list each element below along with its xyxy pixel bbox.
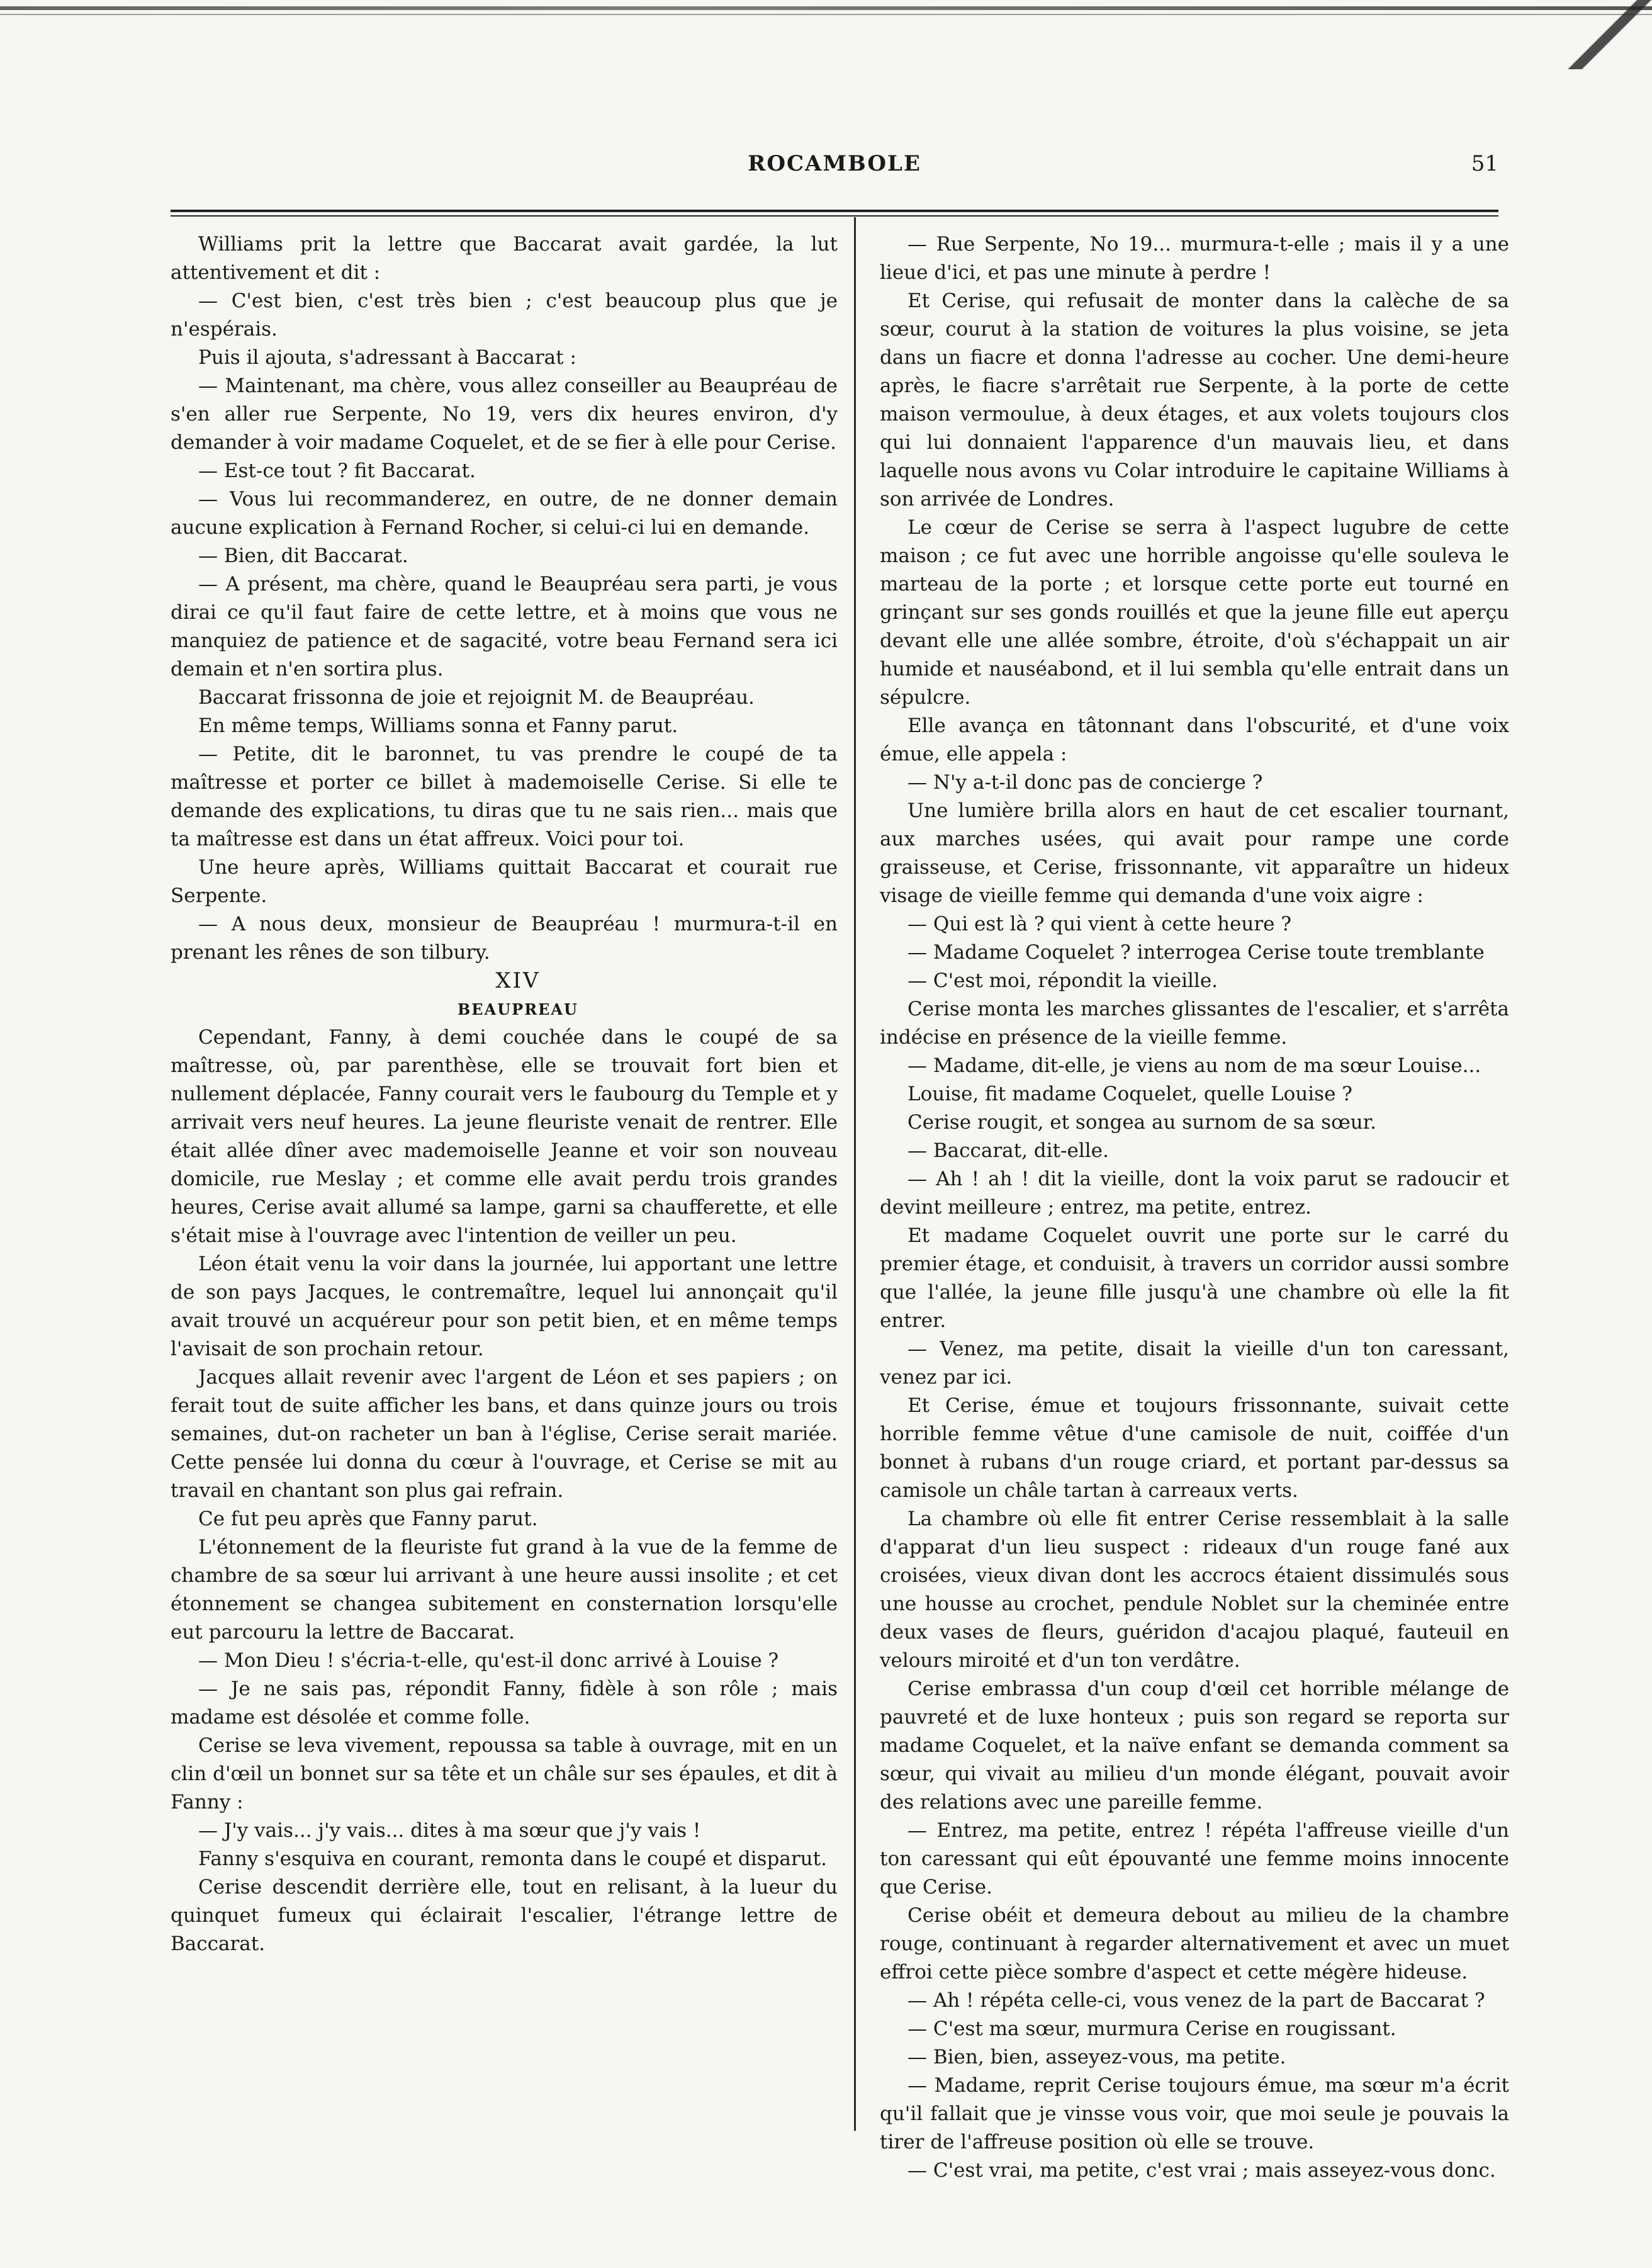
- paragraph: — C'est bien, c'est très bien ; c'est beaucoup plus que je n'espérais.: [171, 290, 838, 341]
- left-column: [171, 230, 838, 1958]
- header-rule-thick: [171, 210, 1498, 212]
- paragraph: — Bien, dit Baccarat.: [198, 544, 408, 567]
- paragraph: — A présent, ma chère, quand le Beaupréau sera parti, je vous dirai ce qu'il faut faire de cette lettre, et à moins que vous ne manquiez de patience et de sagacité, votre beau Fernand sera ici demain et n'en sortira plus.: [171, 573, 838, 680]
- paragraph: Cerise rougit, et songea au surnom de sa sœur.: [907, 1111, 1376, 1134]
- left-paragraphs-before: [171, 230, 838, 967]
- paragraph: — Madame Coquelet ? interrogea Cerise toute tremblante: [907, 941, 1485, 964]
- paragraph: Cerise embrassa d'un coup d'œil cet horrible mélange de pauvreté et de luxe honteux ; puis son regard se reporta sur madame Coquelet, et la naïve enfant se demanda comment sa sœur, qui vivait au milieu d'un monde élégant, pouvait avoir des relations avec une pareille femme.: [880, 1678, 1509, 1814]
- paragraph: — Est-ce tout ? fit Baccarat.: [198, 460, 476, 482]
- paragraph: — Bien, bien, asseyez-vous, ma petite.: [907, 2046, 1286, 2068]
- paragraph: Baccarat frissonna de joie et rejoignit M. de Beaupréau.: [198, 686, 755, 709]
- paragraph: — A nous deux, monsieur de Beaupréau ! murmura-t-il en prenant les rênes de son tilbury.: [171, 913, 838, 964]
- paragraph: Cerise obéit et demeura debout au milieu de la chambre rouge, continuant à regarder alternativement et avec un muet effroi cette pièce sombre d'aspect et cette mégère hideuse.: [880, 1904, 1509, 1983]
- left-paragraphs-after: [171, 1024, 838, 1958]
- column-divider: [854, 217, 856, 2131]
- paragraph: L'étonnement de la fleuriste fut grand à la vue de la femme de chambre de sa sœur lui arrivant à une heure aussi insolite ; et cet étonnement se changea subitement en consternation lorsqu'elle eut parcouru la lettre de Baccarat.: [171, 1536, 838, 1644]
- paragraph: — Qui est là ? qui vient à cette heure ?: [907, 913, 1291, 935]
- paragraph: — C'est vrai, ma petite, c'est vrai ; mais asseyez-vous donc.: [907, 2159, 1496, 2182]
- paragraph: — Ah ! répéta celle-ci, vous venez de la part de Baccarat ?: [907, 1989, 1485, 2012]
- right-column: [880, 230, 1509, 2185]
- paragraph: Et madame Coquelet ouvrit une porte sur le carré du premier étage, et conduisit, à travers un corridor aussi sombre que l'allée, la jeune fille jusqu'à une chambre où elle la fit entrer.: [880, 1224, 1509, 1332]
- paragraph: Et Cerise, émue et toujours frissonnante, suivait cette horrible femme vêtue d'une camisole de nuit, coiffée d'un bonnet à rubans d'un rouge criard, et portant par-dessus sa camisole un châle tartan à carreaux verts.: [880, 1394, 1509, 1502]
- scan-edge-top: [0, 6, 1652, 10]
- chapter-title: BEAUPREAU: [458, 1000, 578, 1018]
- paragraph: En même temps, Williams sonna et Fanny parut.: [198, 714, 678, 737]
- paragraph: — Madame, dit-elle, je viens au nom de ma sœur Louise...: [907, 1054, 1481, 1077]
- paragraph: Cerise monta les marches glissantes de l'escalier, et s'arrêta indécise en présence de la vieille femme.: [880, 998, 1509, 1049]
- paragraph: Williams prit la lettre que Baccarat avait gardée, la lut attentivement et dit :: [171, 233, 838, 284]
- paragraph: — Maintenant, ma chère, vous allez conseiller au Beaupréau de s'en aller rue Serpente, No 19, vers dix heures environ, d'y demander à voir madame Coquelet, et de se fier à elle pour Cerise.: [171, 375, 838, 454]
- paragraph: La chambre où elle fit entrer Cerise ressemblait à la salle d'apparat d'un lieu suspect : rideaux d'un rouge fané aux croisées, vieux divan dont les accrocs étaient dissimulés sous une housse au crochet, pendule Noblet sur la cheminée entre deux vases de fleurs, guéridon d'acajou plaqué, fauteuil en velours miroité et d'un ton verdâtre.: [880, 1508, 1509, 1672]
- paragraph: Cependant, Fanny, à demi couchée dans le coupé de sa maîtresse, où, par parenthèse, elle se trouvait fort bien et nullement déplacée, Fanny courait vers le faubourg du Temple et y arrivait vers neuf heures. La jeune fleuriste venait de rentrer. Elle était allée dîner avec mademoiselle Jeanne et voir son nouveau domicile, rue Meslay ; et comme elle avait perdu trois grandes heures, Cerise avait allumé sa lampe, garni sa chaufferette, et elle s'était mise à l'ouvrage avec l'intention de veiller un peu.: [171, 1026, 838, 1247]
- paragraph: — Mon Dieu ! s'écria-t-elle, qu'est-il donc arrivé à Louise ?: [198, 1649, 779, 1672]
- paragraph: — Je ne sais pas, répondit Fanny, fidèle à son rôle ; mais madame est désolée et comme folle.: [171, 1678, 838, 1729]
- paragraph: — Baccarat, dit-elle.: [907, 1139, 1109, 1162]
- paragraph: Une lumière brilla alors en haut de cet escalier tournant, aux marches usées, qui avait pour rampe une corde graisseuse, et Cerise, frissonnante, vit apparaître un hideux visage de vieille femme qui demanda d'une voix aigre :: [880, 799, 1509, 907]
- paragraph: Puis il ajouta, s'adressant à Baccarat :: [198, 346, 576, 369]
- right-paragraphs: [880, 230, 1509, 2185]
- paragraph: — J'y vais... j'y vais... dites à ma sœur que j'y vais !: [198, 1819, 701, 1842]
- paragraph: — Venez, ma petite, disait la vieille d'un ton caressant, venez par ici.: [880, 1338, 1509, 1389]
- paragraph: Cerise se leva vivement, repoussa sa table à ouvrage, mit en un clin d'œil un bonnet sur sa tête et un châle sur ses épaules, et dit à Fanny :: [171, 1734, 838, 1814]
- paragraph: — Ah ! ah ! dit la vieille, dont la voix parut se radoucir et devint meilleure ; entrez, ma petite, entrez.: [880, 1168, 1509, 1219]
- paragraph: — Rue Serpente, No 19... murmura-t-elle ; mais il y a une lieue d'ici, et pas une minute à perdre !: [880, 233, 1509, 284]
- paragraph: Elle avança en tâtonnant dans l'obscurité, et d'une voix émue, elle appela :: [880, 714, 1509, 765]
- paragraph: Jacques allait revenir avec l'argent de Léon et ses papiers ; on ferait tout de suite afficher les bans, et dans quinze jours ou trois semaines, dut-on racheter un ban à l'église, Cerise serait mariée. Cette pensée lui donna du cœur à l'ouvrage, et Cerise se mit au travail en chantant son plus gai refrain.: [171, 1366, 838, 1502]
- paragraph: Le cœur de Cerise se serra à l'aspect lugubre de cette maison ; ce fut avec une horrible angoisse qu'elle souleva le marteau de la porte ; et lorsque cette porte eut tourné en grinçant sur ses gonds rouillés et que la jeune fille eut aperçu devant elle une allée sombre, étroite, d'où s'échappait un air humide et nauséabond, et il lui sembla qu'elle entrait dans un sépulcre.: [880, 516, 1509, 709]
- paragraph: Léon était venu la voir dans la journée, lui apportant une lettre de son pays Jacques, le contremaître, lequel lui annonçait qu'il avait trouvé un acquéreur pour son petit bien, et en même temps l'avisait de son prochain retour.: [171, 1253, 838, 1360]
- paragraph: — N'y a-t-il donc pas de concierge ?: [907, 771, 1263, 794]
- paragraph: — Petite, dit le baronnet, tu vas prendre le coupé de ta maîtresse et porter ce billet à mademoiselle Cerise. Si elle te demande des explications, tu diras que tu ne sais rien... mais que ta maîtresse est dans un état affreux. Voici pour toi.: [171, 743, 838, 850]
- paragraph: — C'est moi, répondit la vieille.: [907, 969, 1218, 992]
- chapter-number: XIV: [495, 968, 541, 993]
- scan-edge-top-faint: [0, 14, 1652, 15]
- scan-corner-mark: [1564, 0, 1652, 69]
- paragraph: — Entrez, ma petite, entrez ! répéta l'affreuse vieille d'un ton caressant qui eût épouvanté une femme moins innocente que Cerise.: [880, 1819, 1509, 1898]
- page-header: [171, 151, 1498, 189]
- running-title: ROCAMBOLE: [748, 151, 921, 176]
- paragraph: — Vous lui recommanderez, en outre, de ne donner demain aucune explication à Fernand Rocher, si celui-ci lui en demande.: [171, 488, 838, 539]
- paragraph: Cerise descendit derrière elle, tout en relisant, à la lueur du quinquet fumeux qui éclairait l'escalier, l'étrange lettre de Baccarat.: [171, 1876, 838, 1955]
- paragraph: Une heure après, Williams quittait Baccarat et courait rue Serpente.: [171, 856, 838, 907]
- paragraph: — Madame, reprit Cerise toujours émue, ma sœur m'a écrit qu'il fallait que je vinsse vous voir, que moi seule je pouvais la tirer de l'affreuse position où elle se trouve.: [880, 2074, 1509, 2153]
- paragraph: — C'est ma sœur, murmura Cerise en rougissant.: [907, 2017, 1396, 2040]
- paragraph: Louise, fit madame Coquelet, quelle Louise ?: [907, 1083, 1352, 1105]
- header-rule-thin: [171, 215, 1498, 217]
- paragraph: Ce fut peu après que Fanny parut.: [198, 1508, 538, 1530]
- paragraph: Fanny s'esquiva en courant, remonta dans le coupé et disparut.: [198, 1848, 827, 1870]
- paragraph: Et Cerise, qui refusait de monter dans la calèche de sa sœur, courut à la station de voitures la plus voisine, se jeta dans un fiacre et donna l'adresse au cocher. Une demi-heure après, le fiacre s'arrêtait rue Serpente, à la porte de cette maison vermoulue, à deux étages, et aux volets toujours clos qui lui donnaient l'apparence d'un mauvais lieu, et dans laquelle nous avons vu Colar introduire le capitaine Williams à son arrivée de Londres.: [880, 290, 1509, 511]
- page-number: 51: [1471, 151, 1498, 176]
